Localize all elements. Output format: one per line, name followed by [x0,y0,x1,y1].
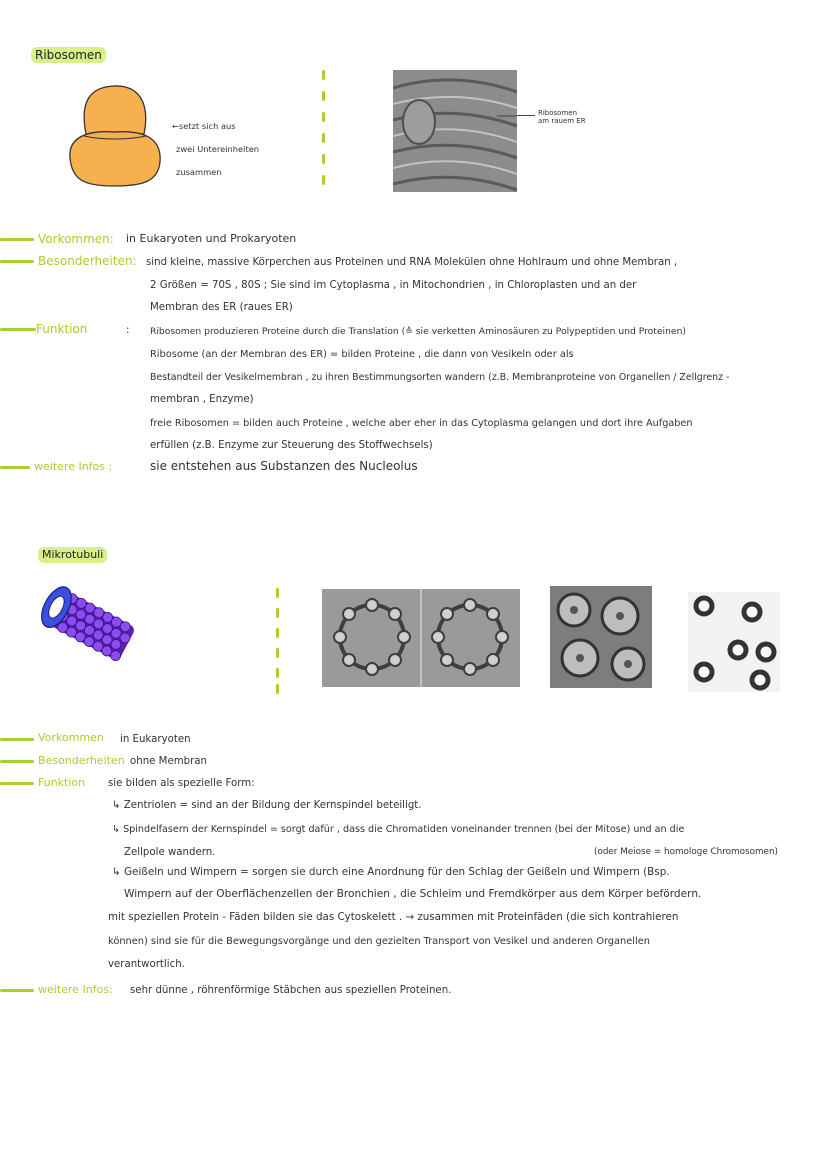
ribo-funktion-line-6: erfüllen (z.B. Enzyme zur Steuerung des Stoffwechsels) [150,440,433,451]
mt-funktion-line-9: verantwortlich. [108,959,185,970]
mt-vorkommen-text: in Eukaryoten [120,734,191,745]
vorkommen-bar [0,238,34,241]
mt-funktion-bar [0,782,34,785]
micrograph-label-2: am rauem ER [538,117,586,125]
centriole-micrograph [550,586,652,688]
ribosomes-title: Ribosomen [31,47,106,63]
ribo-besonderheiten-label: Besonderheiten: [38,254,137,268]
mt-funktion-line-1: sie bilden als spezielle Form: [108,778,255,789]
ribo-vorkommen-label: Vorkommen: [38,232,114,246]
mt-weitere-text: sehr dünne , röhrenförmige Stäbchen aus speziellen Proteinen. [130,985,452,996]
ribosome-annotation-1: ←setzt sich aus [172,121,236,131]
ribo-weitere-label: weitere Infos : [34,460,113,473]
mt-funktion-line-2: ↳ Zentriolen = sind an der Bildung der Kernspindel beteiligt. [112,800,422,811]
ribo-funktion-line-1: Ribosomen produzieren Proteine durch die Translation (≙ sie verketten Aminosäuren zu Polypeptiden und Proteinen) [150,326,686,337]
funktion-bar [0,328,36,331]
ribo-besonderheiten-line-2: 2 Größen = 70S , 80S ; Sie sind im Cytoplasma , in Mitochondrien , in Chloroplasten und an der [150,280,637,291]
ribo-vorkommen-text: in Eukaryoten und Prokaryoten [126,232,297,245]
mt-meiosis-note: (oder Meiose = homologe Chromosomen) [594,847,778,857]
microtubule-cross-sections [688,592,780,692]
weitere-bar [0,466,30,469]
ribo-funktion-label: Funktion [36,322,88,336]
ribo-weitere-text: sie entstehen aus Substanzen des Nucleolus [150,459,418,473]
mt-funktion-line-6: Wimpern auf der Oberflächenzellen der Bronchien , die Schleim und Fremdkörper aus dem Körper befördern. [124,888,702,900]
ribosome-annotation-3: zusammen [176,167,222,177]
ribo-funktion-line-3: Bestandteil der Vesikelmembran , zu ihren Bestimmungsorten wandern (z.B. Membranproteine von Organellen / Zellgrenz - [150,372,730,383]
mt-vorkommen-label: Vorkommen [38,731,104,744]
ribosome-er-micrograph [393,70,517,192]
ribo-funktion-line-2: Ribosome (an der Membran des ER) = bilden Proteine , die dann von Vesikeln oder als [150,349,574,360]
mt-besonderheiten-text: ohne Membran [130,756,207,767]
micrograph-pointer-line [517,115,535,116]
mt-besonderheiten-bar [0,760,34,763]
ribosome-drawing [62,82,167,190]
ribo-besonderheiten-line-1: sind kleine, massive Körperchen aus Proteinen und RNA Molekülen ohne Hohlraum und ohne Membran , [146,257,678,268]
mt-weitere-bar [0,989,34,992]
mt-funktion-line-8: können) sind sie für die Bewegungsvorgänge und den gezielten Transport von Vesikel und anderen Organellen [108,936,650,947]
ribo-funktion-line-4: membran , Enzyme) [150,394,254,405]
mt-funktion-line-7: mit speziellen Protein - Fäden bilden sie das Cytoskelett . → zusammen mit Proteinfäden (die sich kontrahieren [108,911,679,923]
mt-vorkommen-bar [0,738,34,741]
microtubules-title: Mikrotubuli [38,547,107,563]
mt-funktion-line-3: ↳ Spindelfasern der Kernspindel = sorgt dafür , dass die Chromatiden voneinander trennen (bei der Mitose) und an die [112,824,685,835]
mt-besonderheiten-label: Besonderheiten [38,754,125,767]
ribo-besonderheiten-line-3: Membran des ER (raues ER) [150,302,293,313]
mt-funktion-label: Funktion [38,776,86,789]
mt-weitere-label: weitere Infos: [38,983,113,996]
mt-funktion-line-4: Zellpole wandern. [124,847,216,858]
besonderheiten-bar [0,260,34,263]
axoneme-micrograph [322,589,520,687]
ribosome-annotation-2: zwei Untereinheiten [176,144,260,154]
mt-funktion-line-5: ↳ Geißeln und Wimpern = sorgen sie durch eine Anordnung für den Schlag der Geißeln und Wimpern (Bsp. [112,866,670,878]
micrograph-label-1: Ribosomen [538,109,578,117]
ribo-funktion-colon: : [126,325,130,336]
microtubule-drawing [38,580,142,670]
ribo-funktion-line-5: freie Ribosomen = bilden auch Proteine , welche aber eher in das Cytoplasma gelangen und dort ihre Aufgaben [150,418,693,429]
